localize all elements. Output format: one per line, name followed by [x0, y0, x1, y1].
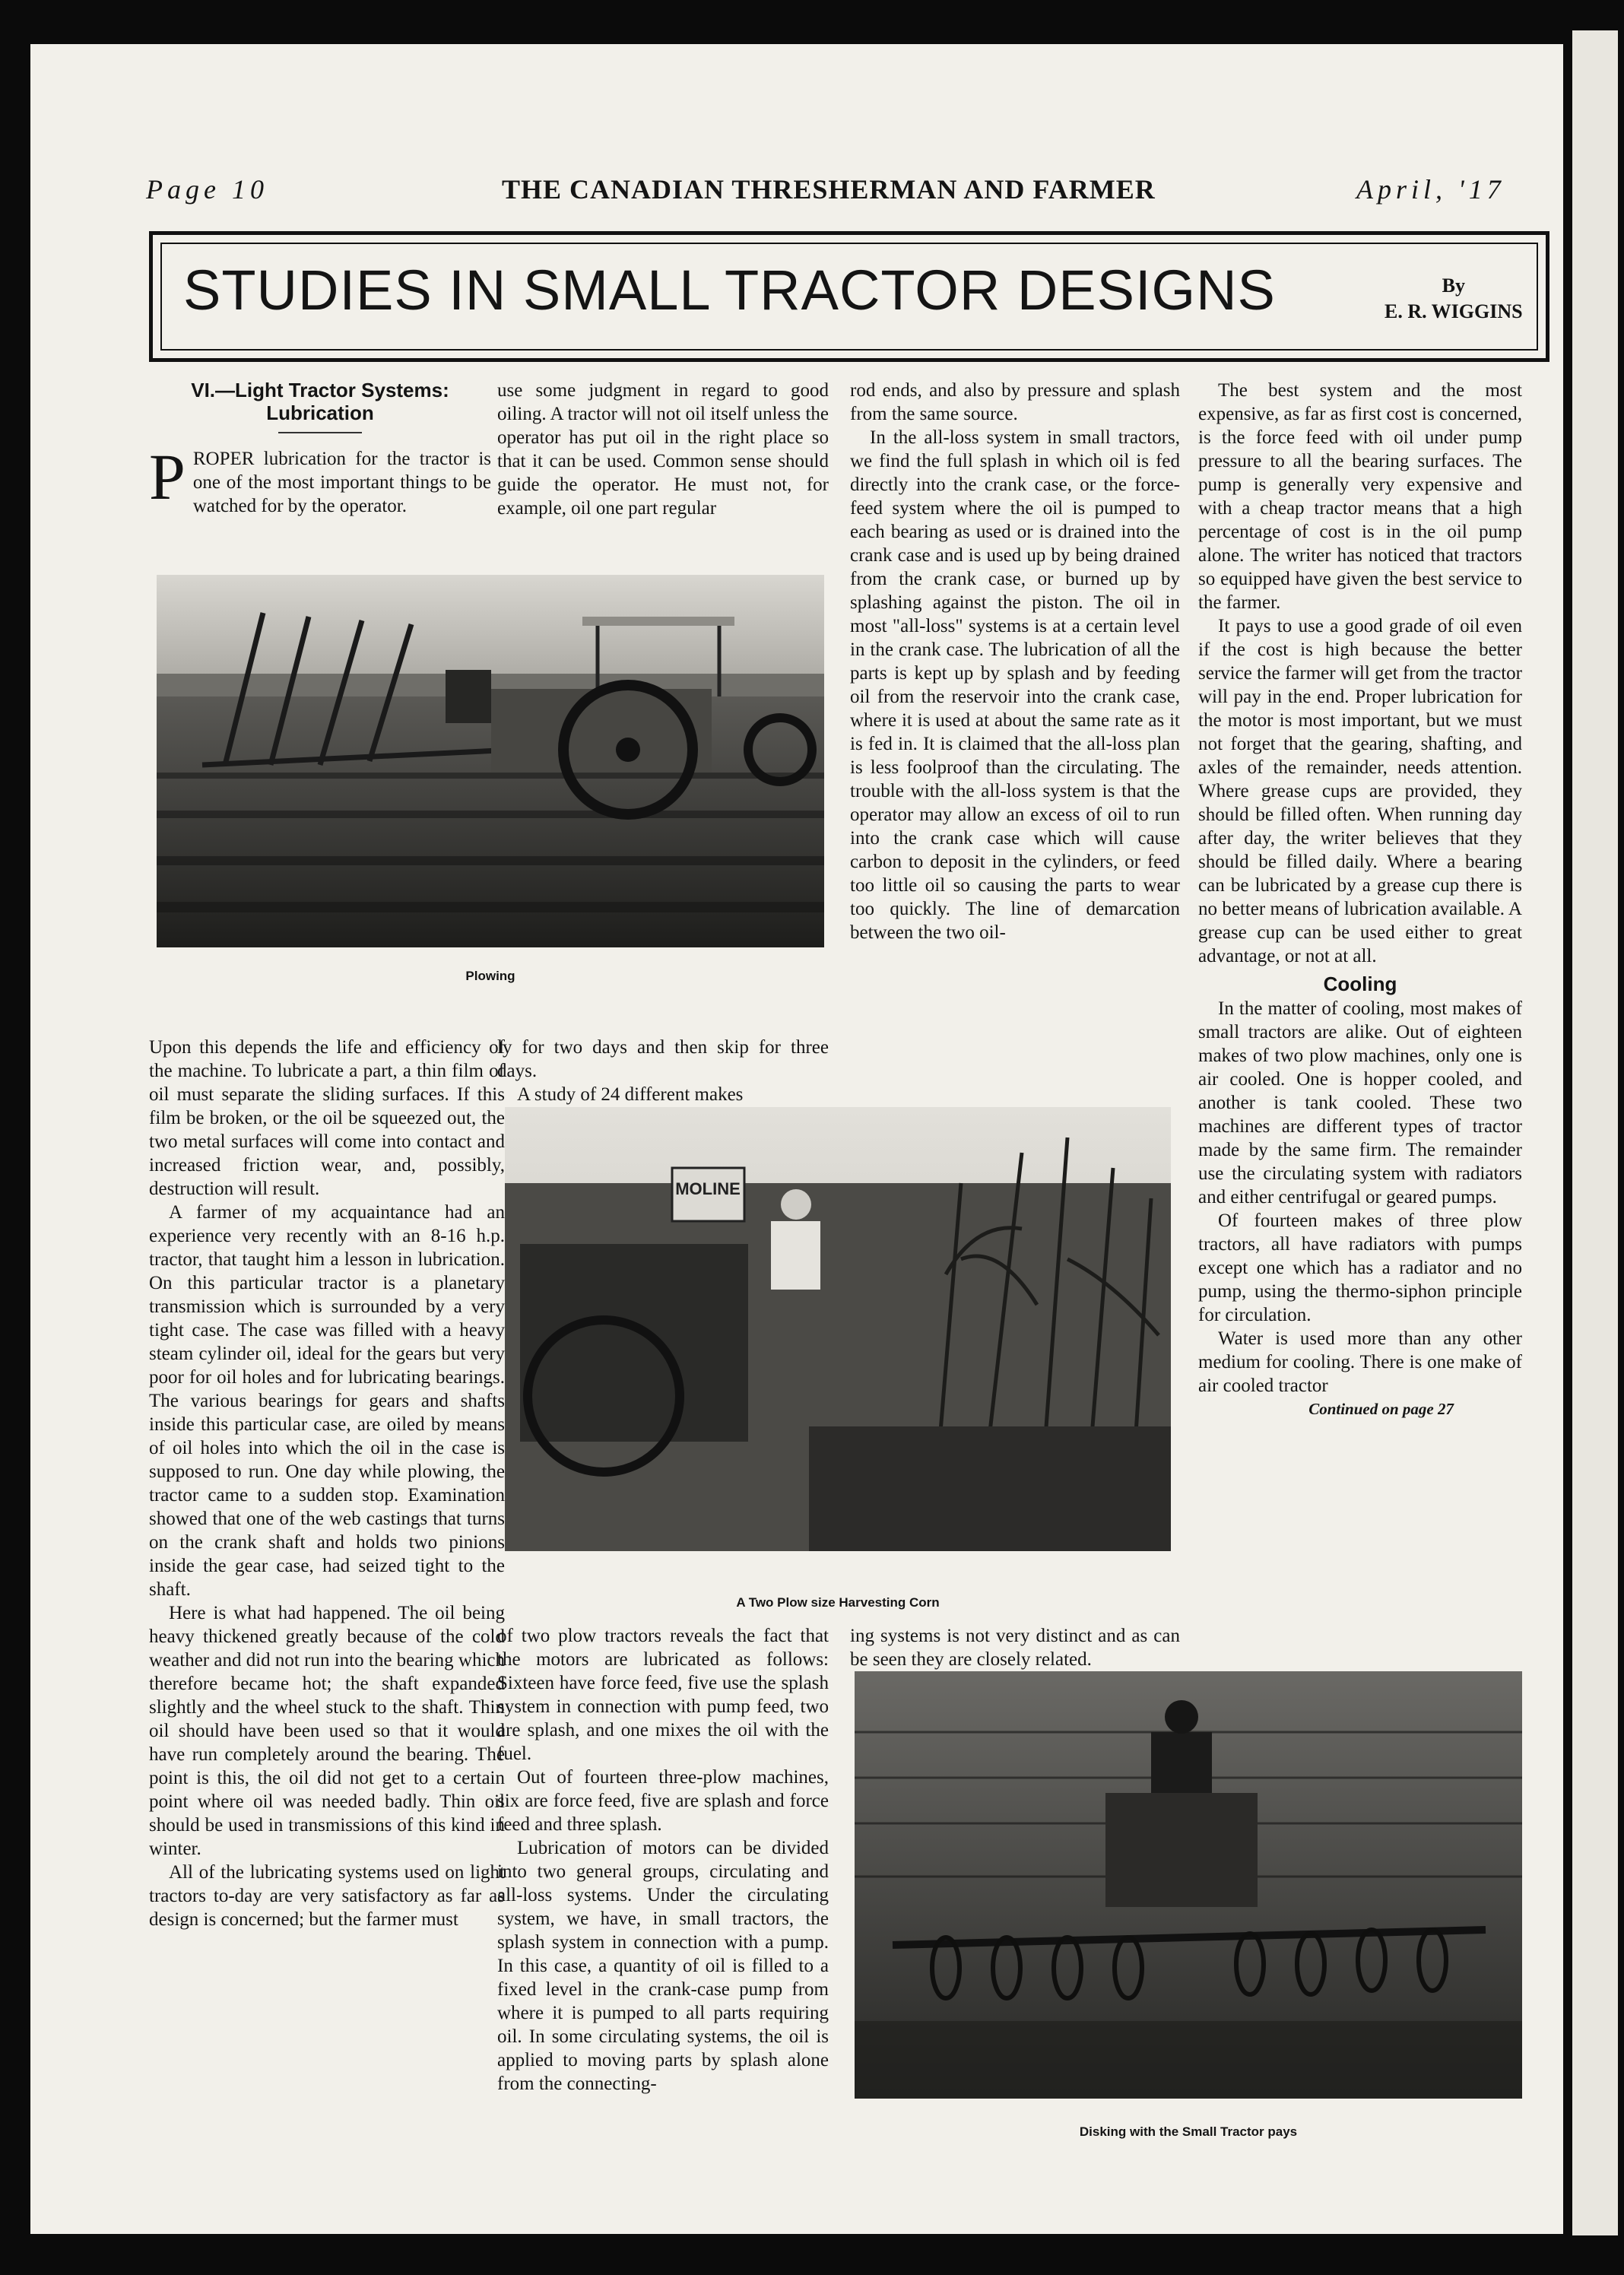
- adjacent-page-edge: [1572, 30, 1618, 2235]
- harvesting-caption: A Two Plow size Harvesting Corn: [736, 1595, 940, 1610]
- col4-paragraph-2: It pays to use a good grade of oil even if the cost is high because the better service the farmer will get from the tractor will pay in the end. Proper lubrication for the motor is most important, but we must not forget that the gearing, shafting, and axles of the remainder, needs attention. Where grease cups are provided, they should be filled often. When running day after day, the writer believes that they should be filled daily. Where a bearing can be lubricated by a grease cup there is no better means of lubrication available. A grease cup can be used either to great advantage, or not at all.: [1198, 616, 1522, 966]
- author-name: E. R. WIGGINS: [1385, 300, 1523, 322]
- column-3: [850, 379, 1180, 944]
- plowing-photo: [157, 575, 824, 947]
- column-1-top: [149, 379, 491, 518]
- col2-mid-paragraph-1: ly for two days and then skip for three days.: [497, 1037, 829, 1081]
- col2-bottom-paragraph-3: Lubrication of motors can be divided into two general groups, circulating and all-loss systems. Under the circulating system, we have, in small tractors, the splash system in connection with a pump. In this case, a quantity of oil is filled to a fixed level in the crank-case pump from where it is pumped to all parts requiring oil. In some circulating systems, the oil is applied to moving parts by splash alone from the connecting-: [497, 1838, 829, 2094]
- intro-paragraph: [149, 440, 491, 518]
- magazine-page: [30, 44, 1563, 2234]
- title-box: [149, 231, 1549, 362]
- cooling-paragraph-2: Of fourteen makes of three plow tractors, all have radiators with pumps except one which has a radiator and no pump, using the thermo-siphon principle for circulation.: [1198, 1210, 1522, 1325]
- issue-date: April, '17: [1356, 174, 1505, 205]
- plowing-illustration: [157, 575, 824, 947]
- column-4: [1198, 379, 1522, 1421]
- column-2-mid: [497, 1036, 829, 1106]
- article-title: STUDIES IN SMALL TRACTOR DESIGNS: [183, 259, 1276, 322]
- cooling-paragraph-3: Water is used more than any other medium for cooling. There is one make of air cooled tractor: [1198, 1328, 1522, 1396]
- section-rule: [278, 432, 362, 433]
- col4-paragraph-1: The best system and the most expensive, as far as first cost is concerned, is the force feed with oil under pump pressure to all the bearing surfaces. The pump is generally very expensive and with a cheap tractor means that a high percentage of cost is in the oil pump alone. The writer has noticed that tractors so equipped have given the best service to the farmer.: [1198, 380, 1522, 613]
- section-heading: [149, 379, 491, 424]
- col3-paragraph-2: In the all-loss system in small tractors, we find the full splash in which oil is fed directly into the crank case, or the force-feed system where the oil is pumped to each bearing as used or is drained into the crank case and is used up by being drained from the crank case, or burned up by splashing against the piston. The oil in most "all-loss" systems is at a certain level in the crank case. The lubrication of all the parts is kept up by splash and by feeding oil from the reservoir into the crank case, where it is used at about the same rate as it is fed in. It is claimed that the all-loss plan is less foolproof than the circulating. The trouble with the all-loss system is that the operator may allow an excess of oil to run into the crank case which will cause carbon to deposit in the cylinders, or feed too little oil so causing the parts to wear too quickly. The line of demarcation between the two oil-: [850, 427, 1180, 943]
- column-1-bottom: [149, 1036, 505, 1931]
- col1-paragraph-4: All of the lubricating systems used on light tractors to-day are very satisfactory as far as design is concerned; but the farmer must: [149, 1862, 505, 1930]
- cooling-paragraph-1: In the matter of cooling, most makes of small tractors are alike. Out of eighteen makes of two plow machines, only one is air cooled. One is hopper cooled, and another is tank cooled. These two machines are different types of tractor made by the same firm. The remainder use the circulating system with radiators and either centrifugal or geared pumps.: [1198, 998, 1522, 1207]
- disking-photo: [855, 1671, 1522, 2099]
- col1-paragraph-3: Here is what had happened. The oil being heavy thickened greatly because of the cold weather and did not run into the bearing which therefore became hot; the shaft expanded slightly and the wheel stuck to the shaft. Thin oil should have been used so that it would have run completely around the bearing. The point is this, the oil did not get to a certain point where oil was needed badly. Thin oil should be used in transmissions of this kind in winter.: [149, 1603, 505, 1859]
- byline: [1385, 273, 1523, 325]
- section-heading-line-2: Lubrication: [266, 401, 374, 424]
- disking-illustration: [855, 1671, 1522, 2099]
- col1-paragraph-2: A farmer of my acquaintance had an experience very recently with an 8-16 h.p. tractor, that taught him a lesson in lubrication. On this particular tractor is a planetary transmission which is surrounded by a very tight case. The case was filled with a heavy steam cylinder oil, ideal for the gears but very poor for oil holes and for lubricating bearings. The various bearings for gears and shafts inside this particular case, are oiled by means of oil holes into which the oil in the case is supposed to run. One day while plowing, the tractor came to a sudden stop. Examination showed that one of the web castings that turns on the crank shaft and holds two pinions inside the gear case, had seized tight to the shaft.: [149, 1202, 505, 1600]
- section-heading-line-1: VI.—Light Tractor Systems:: [191, 379, 449, 401]
- drop-cap: P: [149, 440, 186, 513]
- column-2-top: [497, 379, 829, 520]
- plowing-caption: Plowing: [465, 969, 515, 983]
- col2-top-paragraph: use some judgment in regard to good oiling. A tractor will not oil itself unless the operator has put oil in the right place so that it can be used. Common sense should guide the operator. He must not, for example, oil one part regular: [497, 380, 829, 519]
- col1-paragraph-1: Upon this depends the life and efficiency of the machine. To lubricate a part, a thin film of oil must separate the sliding surfaces. If this film be broken, or the oil be squeezed out, the two metal surfaces will come into contact and increased friction wear, and, possibly, destruction will result.: [149, 1037, 505, 1199]
- page-number: Page 10: [146, 174, 268, 205]
- col2-bottom-paragraph-1: of two plow tractors reveals the fact that the motors are lubricated as follows: Sixteen have force feed, five use the splash system in connection with pump feed, two are splash, and one mixes the oil with the fuel.: [497, 1626, 829, 1764]
- column-2-bottom: [497, 1624, 829, 2096]
- harvesting-photo: [505, 1107, 1171, 1551]
- harvesting-illustration: [505, 1107, 1171, 1551]
- col2-mid-paragraph-2: A study of 24 different makes: [517, 1084, 744, 1105]
- col2-bottom-paragraph-2: Out of fourteen three-plow machines, six are force feed, five are splash and force feed and three splash.: [497, 1767, 829, 1835]
- column-3-bottom: [850, 1624, 1180, 1671]
- col3-bottom-paragraph: ing systems is not very distinct and as can be seen they are closely related.: [850, 1626, 1180, 1670]
- intro-text: ROPER lubrication for the tractor is one of the most important things to be watched for by the operator.: [192, 449, 491, 516]
- publication-name: THE CANADIAN THRESHERMAN AND FARMER: [502, 174, 1156, 205]
- disking-caption: Disking with the Small Tractor pays: [1079, 2124, 1298, 2139]
- by-label: By: [1442, 274, 1465, 297]
- cooling-heading: Cooling: [1323, 973, 1397, 995]
- moline-sign: MOLINE: [675, 1179, 741, 1198]
- col3-paragraph-1: rod ends, and also by pressure and splash from the same source.: [850, 380, 1180, 424]
- continued-note: Continued on page 27: [1308, 1400, 1454, 1418]
